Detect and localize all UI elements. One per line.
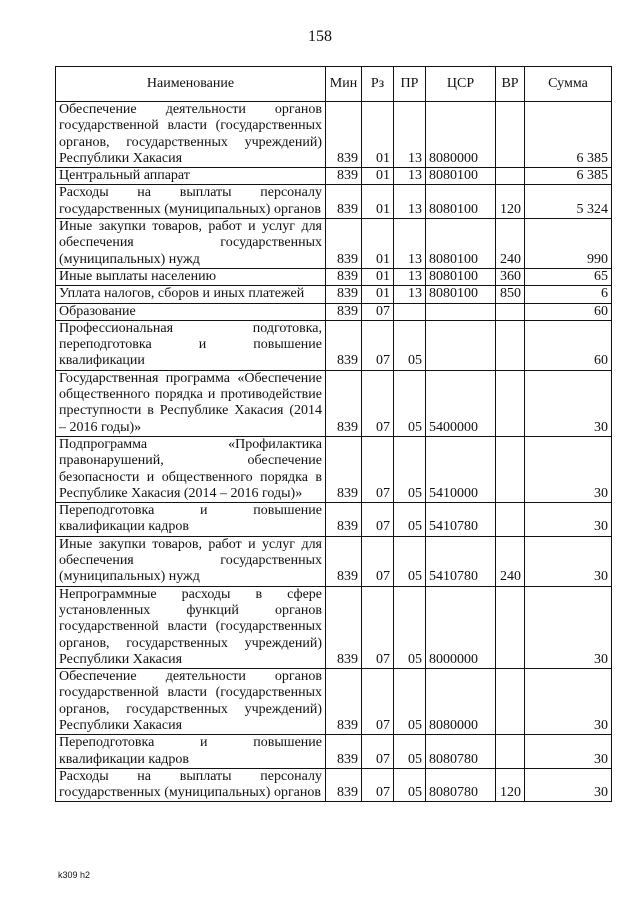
cell-rz: 01 <box>362 102 394 168</box>
header-rz: Рз <box>362 67 394 102</box>
cell-name: Образование <box>56 303 326 320</box>
budget-table <box>55 66 612 802</box>
cell-pr <box>394 303 426 320</box>
cell-rz: 01 <box>362 185 394 219</box>
table-row <box>56 303 612 320</box>
table-row <box>56 536 612 586</box>
cell-vr <box>496 320 525 370</box>
table-row <box>56 268 612 285</box>
cell-pr: 13 <box>394 168 426 185</box>
table-header-row <box>56 67 612 102</box>
cell-vr: 360 <box>496 268 525 285</box>
cell-pr: 13 <box>394 268 426 285</box>
cell-pr: 13 <box>394 219 426 269</box>
cell-min: 839 <box>326 536 362 586</box>
cell-csr: 8080100 <box>426 268 496 285</box>
cell-rz: 07 <box>362 536 394 586</box>
cell-min: 839 <box>326 735 362 769</box>
table-row <box>56 185 612 219</box>
table-row <box>56 669 612 735</box>
cell-name: Обеспечение деятельности органов государственной власти (государственных органов, государственных учреждений) Республики Хакасия <box>56 102 326 168</box>
cell-sum: 6 <box>525 286 612 303</box>
cell-rz: 07 <box>362 370 394 436</box>
cell-pr: 13 <box>394 185 426 219</box>
cell-min: 839 <box>326 436 362 502</box>
cell-name: Профессиональная подготовка, переподготовка и повышение квалификации <box>56 320 326 370</box>
cell-min: 839 <box>326 268 362 285</box>
table-row <box>56 102 612 168</box>
cell-rz: 07 <box>362 586 394 668</box>
cell-rz: 07 <box>362 669 394 735</box>
cell-pr: 05 <box>394 370 426 436</box>
cell-vr <box>496 735 525 769</box>
cell-sum: 30 <box>525 768 612 802</box>
table-body <box>56 102 612 802</box>
cell-sum: 30 <box>525 536 612 586</box>
cell-name: Иные выплаты населению <box>56 268 326 285</box>
cell-min: 839 <box>326 768 362 802</box>
cell-min: 839 <box>326 503 362 537</box>
cell-csr: 8080100 <box>426 185 496 219</box>
cell-csr: 8080000 <box>426 102 496 168</box>
cell-name: Государственная программа «Обеспечение общественного порядка и противодействие преступности в Республике Хакасия (2014 – 2016 годы)» <box>56 370 326 436</box>
cell-vr <box>496 303 525 320</box>
cell-csr <box>426 303 496 320</box>
cell-csr: 5400000 <box>426 370 496 436</box>
cell-csr: 8080000 <box>426 669 496 735</box>
table-row <box>56 168 612 185</box>
cell-min: 839 <box>326 219 362 269</box>
cell-pr: 13 <box>394 102 426 168</box>
cell-sum: 60 <box>525 320 612 370</box>
cell-min: 839 <box>326 185 362 219</box>
cell-pr: 05 <box>394 669 426 735</box>
table-row <box>56 219 612 269</box>
cell-vr: 120 <box>496 185 525 219</box>
cell-min: 839 <box>326 286 362 303</box>
cell-csr <box>426 320 496 370</box>
cell-min: 839 <box>326 303 362 320</box>
cell-name: Расходы на выплаты персоналу государственных (муниципальных) органов <box>56 185 326 219</box>
table-row <box>56 370 612 436</box>
cell-min: 839 <box>326 168 362 185</box>
cell-sum: 65 <box>525 268 612 285</box>
cell-name: Подпрограмма «Профилактика правонарушений, обеспечение безопасности и общественного порядка в Республике Хакасия (2014 – 2016 годы)» <box>56 436 326 502</box>
table-row <box>56 436 612 502</box>
cell-name: Обеспечение деятельности органов государственной власти (государственных органов, государственных учреждений) Республики Хакасия <box>56 669 326 735</box>
header-name: Наименование <box>56 67 326 102</box>
cell-csr: 8080100 <box>426 168 496 185</box>
cell-rz: 07 <box>362 436 394 502</box>
cell-name: Центральный аппарат <box>56 168 326 185</box>
cell-vr <box>496 370 525 436</box>
table-row <box>56 735 612 769</box>
cell-min: 839 <box>326 320 362 370</box>
cell-rz: 07 <box>362 503 394 537</box>
cell-pr: 05 <box>394 320 426 370</box>
cell-rz: 01 <box>362 219 394 269</box>
cell-vr <box>496 436 525 502</box>
cell-name: Расходы на выплаты персоналу государственных (муниципальных) органов <box>56 768 326 802</box>
cell-sum: 30 <box>525 436 612 502</box>
cell-sum: 5 324 <box>525 185 612 219</box>
cell-pr: 05 <box>394 586 426 668</box>
page-number: 158 <box>308 28 332 45</box>
cell-pr: 05 <box>394 436 426 502</box>
table-row <box>56 586 612 668</box>
cell-vr: 240 <box>496 536 525 586</box>
table-row <box>56 320 612 370</box>
header-sum: Сумма <box>525 67 612 102</box>
cell-pr: 05 <box>394 768 426 802</box>
cell-pr: 05 <box>394 536 426 586</box>
cell-rz: 07 <box>362 735 394 769</box>
cell-sum: 60 <box>525 303 612 320</box>
cell-vr: 850 <box>496 286 525 303</box>
cell-rz: 07 <box>362 303 394 320</box>
cell-vr <box>496 168 525 185</box>
cell-min: 839 <box>326 669 362 735</box>
cell-sum: 30 <box>525 503 612 537</box>
header-pr: ПР <box>394 67 426 102</box>
cell-name: Переподготовка и повышение квалификации кадров <box>56 735 326 769</box>
cell-name: Иные закупки товаров, работ и услуг для обеспечения государственных (муниципальных) нужд <box>56 536 326 586</box>
table-row <box>56 286 612 303</box>
cell-min: 839 <box>326 586 362 668</box>
cell-sum: 6 385 <box>525 168 612 185</box>
cell-sum: 6 385 <box>525 102 612 168</box>
cell-csr: 8080780 <box>426 735 496 769</box>
cell-vr <box>496 503 525 537</box>
table-row <box>56 503 612 537</box>
cell-sum: 30 <box>525 586 612 668</box>
cell-rz: 01 <box>362 168 394 185</box>
table-row <box>56 768 612 802</box>
header-vr: ВР <box>496 67 525 102</box>
cell-pr: 05 <box>394 735 426 769</box>
cell-csr: 8000000 <box>426 586 496 668</box>
cell-rz: 07 <box>362 768 394 802</box>
cell-sum: 990 <box>525 219 612 269</box>
header-csr: ЦСР <box>426 67 496 102</box>
cell-csr: 8080780 <box>426 768 496 802</box>
cell-name: Уплата налогов, сборов и иных платежей <box>56 286 326 303</box>
cell-name: Переподготовка и повышение квалификации кадров <box>56 503 326 537</box>
cell-min: 839 <box>326 370 362 436</box>
cell-pr: 13 <box>394 286 426 303</box>
cell-vr: 240 <box>496 219 525 269</box>
cell-rz: 01 <box>362 268 394 285</box>
cell-vr <box>496 586 525 668</box>
cell-vr: 120 <box>496 768 525 802</box>
cell-csr: 8080100 <box>426 219 496 269</box>
cell-pr: 05 <box>394 503 426 537</box>
cell-name: Иные закупки товаров, работ и услуг для обеспечения государственных (муниципальных) нужд <box>56 219 326 269</box>
cell-sum: 30 <box>525 669 612 735</box>
cell-name: Непрограммные расходы в сфере установленных функций органов государственной власти (государственных органов, государственных учреждений) Республики Хакасия <box>56 586 326 668</box>
cell-sum: 30 <box>525 735 612 769</box>
cell-vr <box>496 669 525 735</box>
cell-min: 839 <box>326 102 362 168</box>
cell-csr: 8080100 <box>426 286 496 303</box>
header-min: Мин <box>326 67 362 102</box>
cell-csr: 5410000 <box>426 436 496 502</box>
cell-vr <box>496 102 525 168</box>
cell-rz: 01 <box>362 286 394 303</box>
cell-csr: 5410780 <box>426 503 496 537</box>
cell-rz: 07 <box>362 320 394 370</box>
cell-sum: 30 <box>525 370 612 436</box>
footer-code: k309 h2 <box>58 870 91 880</box>
cell-csr: 5410780 <box>426 536 496 586</box>
